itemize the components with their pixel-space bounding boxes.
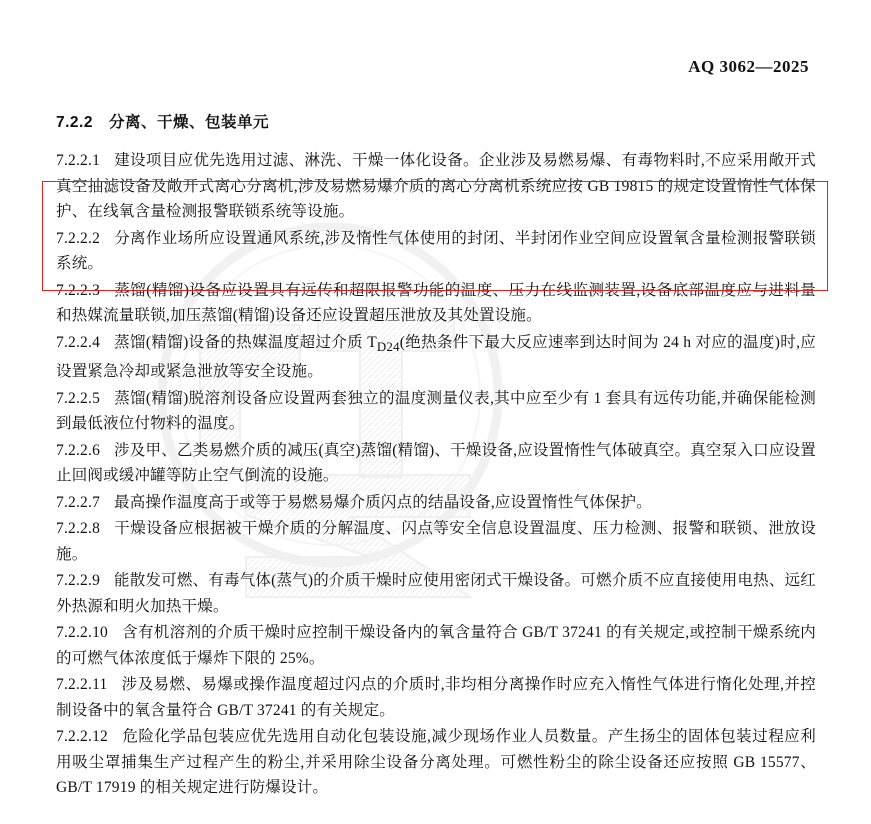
clause-7-2-2-3 <box>56 278 816 329</box>
clause-7-2-2-9 <box>56 568 816 619</box>
section-heading <box>56 110 816 132</box>
clause-7-2-2-6 <box>56 438 816 489</box>
clause-number: 7.2.2.6 <box>56 441 101 459</box>
clause-number: 7.2.2.1 <box>56 152 101 169</box>
clause-number: 7.2.2.11 <box>56 676 108 694</box>
clause-text: 涉及甲、乙类易燃介质的减压(真空)蒸馏(精馏)、干燥设备,应设置惰性气体破真空。真空泵入口应设置止回阀或缓冲罐等防止空气倒流的设施。 <box>56 441 816 485</box>
clause-text: 干燥设备应根据被干燥介质的分解温度、闪点等安全信息设置温度、压力检测、报警和联锁、泄放设施。 <box>56 520 816 563</box>
clause-number: 7.2.2.10 <box>56 624 108 642</box>
clause-text: 含有机溶剂的介质干燥时应控制干燥设备内的氧含量符合 GB/T 37241 的有关规定,或控制干燥系统内的可燃气体浓度低于爆炸下限的 25%。 <box>56 624 816 667</box>
clause-number: 7.2.2.4 <box>56 333 101 351</box>
clause-text: 涉及易燃、易爆或操作温度超过闪点的介质时,非均相分离操作时应充入惰性气体进行惰化处理,并控制设备中的氧含量符合 GB/T 37241 的有关规定。 <box>56 676 816 719</box>
clause-number: 7.2.2.9 <box>56 572 101 590</box>
clause-number: 7.2.2.5 <box>56 389 101 407</box>
clause-7-2-2-8 <box>56 516 816 567</box>
clause-7-2-2-7 <box>56 490 816 516</box>
section-title-text: 分离、干燥、包装单元 <box>108 114 269 131</box>
clause-7-2-2-10 <box>56 620 816 671</box>
clause-number: 7.2.2.2 <box>56 229 101 247</box>
section-number: 7.2.2 <box>56 114 93 131</box>
clause-text: 蒸馏(精馏)设备的热媒温度超过介质 $T_{D24}$(绝热条件下最大反应速率到达时间为 24 h 对应的温度)时,应设置紧急冷却或紧急泄放等安全设施。 <box>56 333 816 381</box>
clause-text: 蒸馏(精馏)脱溶剂设备应设置两套独立的温度测量仪表,其中应至少有 1 套具有远传功能,并确保能检测到最低液位付物料的温度。 <box>56 389 816 433</box>
standard-code-header: AQ 3062—2025 <box>688 57 809 76</box>
clause-body <box>56 110 816 802</box>
clause-7-2-2-4 <box>56 330 816 385</box>
clause-number: 7.2.2.8 <box>56 520 101 538</box>
clause-text: 危险化学品包装应优先选用自动化包装设施,减少现场作业人员数量。产生扬尘的固体包装过程应利用吸尘罩捕集生产过程产生的粉尘,并采用除尘设备分离处理。可燃性粉尘的除尘设备还应按照 GB 15577、GB/T 17919 的相关规定进行防爆设计。 <box>56 728 816 797</box>
clause-7-2-2-2 <box>56 226 816 277</box>
clause-text: 能散发可燃、有毒气体(蒸气)的介质干燥时应使用密闭式干燥设备。可燃介质不应直接使用电热、远红外热源和明火加热干燥。 <box>56 572 816 615</box>
clause-number: 7.2.2.12 <box>56 728 108 746</box>
clause-text: 蒸馏(精馏)设备应设置具有远传和超限报警功能的温度、压力在线监测装置,设备底部温度应与进料量和热媒流量联锁,加压蒸馏(精馏)设备还应设置超压泄放及其处置设施。 <box>56 281 816 324</box>
clause-7-2-2-11 <box>56 672 816 723</box>
clause-text: 最高操作温度高于或等于易燃易爆介质闪点的结晶设备,应设置惰性气体保护。 <box>114 493 652 511</box>
clause-number: 7.2.2.3 <box>56 281 101 299</box>
clause-text: 建设项目应优先选用过滤、淋洗、干燥一体化设备。企业涉及易燃易爆、有毒物料时,不应采用敞开式真空抽滤设备及敞开式离心分离机,涉及易燃易爆介质的离心分离机系统应按 GB 19815 的规定设置惰性气体保护、在线氧含量检测报警联锁系统等设施。 <box>56 152 816 220</box>
clause-text: 分离作业场所应设置通风系统,涉及惰性气体使用的封闭、半封闭作业空间应设置氧含量检测报警联锁系统。 <box>56 229 816 272</box>
clause-7-2-2-1 <box>56 148 816 225</box>
clause-7-2-2-12 <box>56 724 816 801</box>
clause-7-2-2-5 <box>56 386 816 437</box>
clause-number: 7.2.2.7 <box>56 493 101 511</box>
